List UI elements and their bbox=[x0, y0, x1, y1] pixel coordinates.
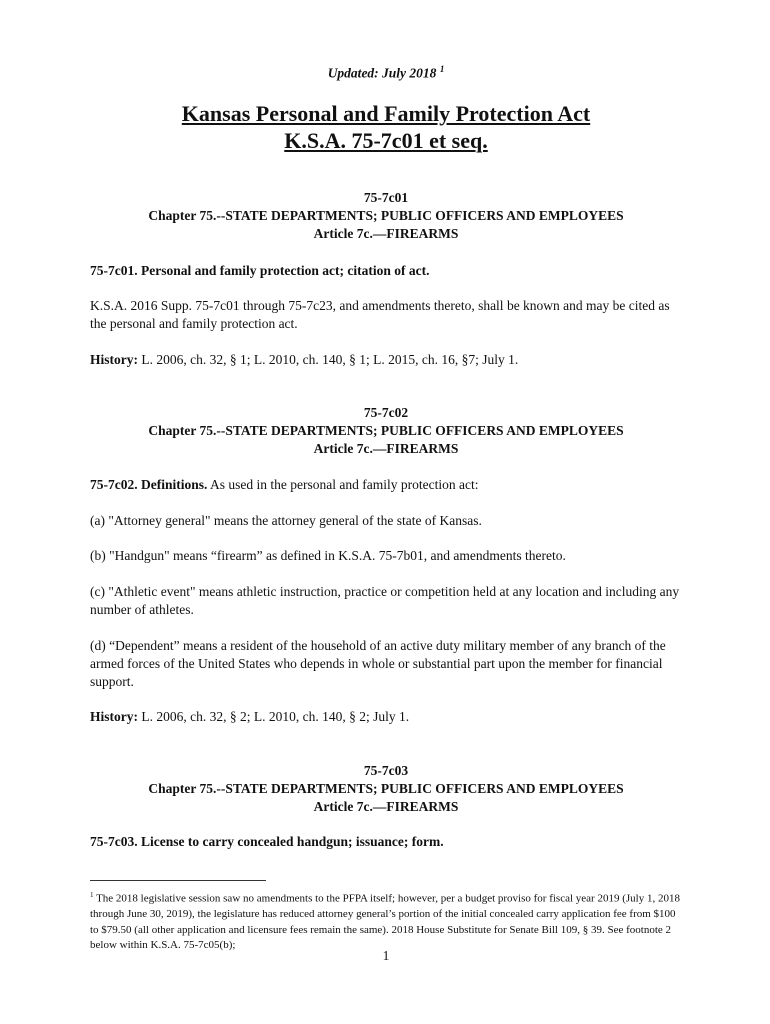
section-number: 75-7c02 bbox=[363, 405, 409, 420]
footnote bbox=[90, 888, 682, 954]
section-75-7c03-header bbox=[90, 762, 682, 816]
footnote-mark: 1 bbox=[90, 891, 94, 899]
page-number: 1 bbox=[382, 948, 390, 963]
chapter-title: Chapter 75.--STATE DEPARTMENTS; PUBLIC OFFICERS AND EMPLOYEES bbox=[148, 781, 624, 796]
definition-text: (c) "Athletic event" means athletic instruction, practice or competition held at any location and including any number of athletes. bbox=[90, 584, 680, 617]
history-label: History: bbox=[90, 709, 138, 724]
definition-c bbox=[90, 583, 682, 619]
history-text: L. 2006, ch. 32, § 1; L. 2010, ch. 140, § 1; L. 2015, ch. 16, §7; July 1. bbox=[141, 352, 519, 367]
chapter-title: Chapter 75.--STATE DEPARTMENTS; PUBLIC OFFICERS AND EMPLOYEES bbox=[148, 423, 624, 438]
section-75-7c01-header bbox=[90, 189, 682, 243]
history-text: L. 2006, ch. 32, § 2; L. 2010, ch. 140, § 2; July 1. bbox=[141, 709, 410, 724]
definition-a bbox=[90, 512, 682, 530]
section-75-7c02-header bbox=[90, 404, 682, 458]
article-title: Article 7c.—FIREARMS bbox=[313, 441, 459, 456]
section-heading bbox=[90, 833, 682, 851]
chapter-title: Chapter 75.--STATE DEPARTMENTS; PUBLIC OFFICERS AND EMPLOYEES bbox=[148, 208, 624, 223]
section-number: 75-7c03 bbox=[363, 763, 409, 778]
updated-text: Updated: July 2018 bbox=[327, 65, 437, 81]
section-heading-text: 75-7c01. Personal and family protection act; citation of act. bbox=[90, 263, 430, 278]
section-history bbox=[90, 708, 682, 726]
title-line-2: K.S.A. 75-7c01 et seq. bbox=[284, 128, 488, 153]
definition-text: (d) “Dependent” means a resident of the household of an active duty military member of any branch of the armed forces of the United States who depends in whole or substantial part upon the member for financial support. bbox=[90, 638, 666, 689]
section-history bbox=[90, 351, 682, 369]
definition-d bbox=[90, 637, 682, 691]
history-label: History: bbox=[90, 352, 138, 367]
document-title bbox=[90, 100, 682, 154]
footnote-divider bbox=[90, 880, 266, 881]
footnote-text: The 2018 legislative session saw no amendments to the PFPA itself; however, per a budget proviso for fiscal year 2019 (July 1, 2018 through June 30, 2019), the legislature has reduced attorney general’s portion of the initial concealed carry application fee from $100 to $79.50 (all other application and licensure fees remain the same). 2018 House Substitute for Senate Bill 109, § 39. See footnote 2 below within K.S.A. 75-7c05(b); bbox=[90, 892, 680, 952]
section-heading-text: 75-7c02. Definitions. bbox=[90, 477, 208, 492]
definition-text: (b) "Handgun" means “firearm” as defined in K.S.A. 75-7b01, and amendments thereto. bbox=[90, 548, 566, 563]
updated-date bbox=[90, 64, 682, 82]
section-body bbox=[90, 297, 682, 333]
definition-text: (a) "Attorney general" means the attorney general of the state of Kansas. bbox=[90, 513, 482, 528]
footnote-ref[interactable]: 1 bbox=[439, 64, 445, 74]
title-line-1: Kansas Personal and Family Protection Act bbox=[181, 101, 591, 126]
section-number: 75-7c01 bbox=[363, 190, 409, 205]
article-title: Article 7c.—FIREARMS bbox=[313, 226, 459, 241]
definition-b bbox=[90, 547, 682, 565]
section-heading-text: 75-7c03. License to carry concealed handgun; issuance; form. bbox=[90, 834, 444, 849]
section-heading bbox=[90, 476, 682, 494]
article-title: Article 7c.—FIREARMS bbox=[313, 799, 459, 814]
section-heading-rest: As used in the personal and family protection act: bbox=[210, 477, 479, 492]
section-body-text: K.S.A. 2016 Supp. 75-7c01 through 75-7c23, and amendments thereto, shall be known and may be cited as the personal and family protection act. bbox=[90, 298, 670, 331]
section-heading bbox=[90, 262, 682, 280]
